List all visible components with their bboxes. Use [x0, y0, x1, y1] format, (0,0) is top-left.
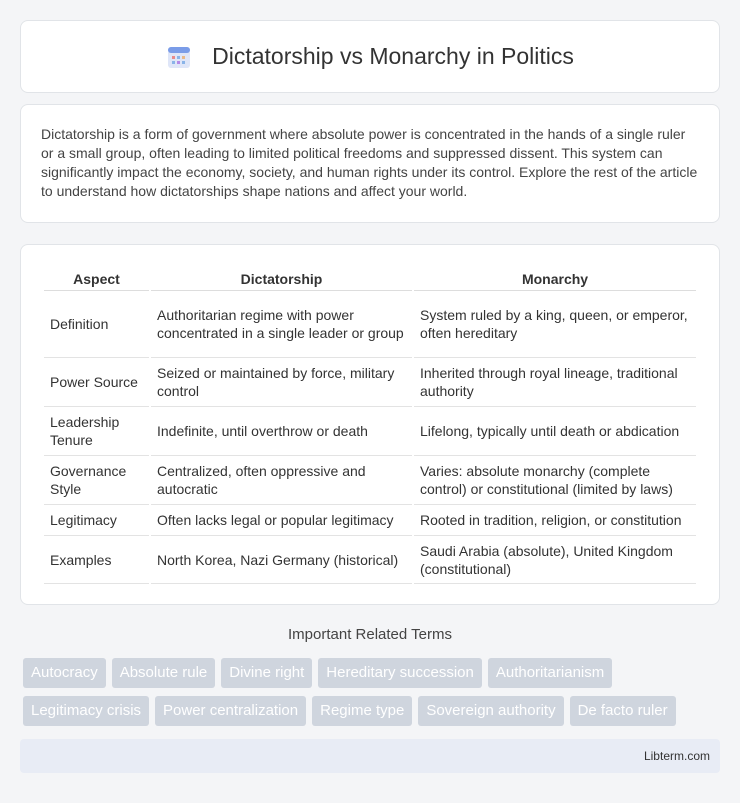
dictatorship-cell: North Korea, Nazi Germany (historical) [151, 536, 412, 584]
term-tag[interactable]: Regime type [312, 696, 412, 726]
comparison-table [42, 267, 698, 584]
dictatorship-cell: Seized or maintained by force, military control [151, 358, 412, 407]
title-card [20, 20, 720, 93]
table-row [44, 358, 696, 407]
footer [20, 739, 720, 773]
aspect-cell: Examples [44, 536, 149, 584]
aspect-cell: Definition [44, 291, 149, 358]
monarchy-cell: Varies: absolute monarchy (complete control) or constitutional (limited by laws) [414, 456, 696, 505]
intro-card [20, 104, 720, 223]
monarchy-cell: Lifelong, typically until death or abdication [414, 407, 696, 456]
tag-row [23, 696, 723, 726]
term-tag[interactable]: De facto ruler [570, 696, 676, 726]
monarchy-cell: Inherited through royal lineage, traditional authority [414, 358, 696, 407]
dictatorship-cell: Indefinite, until overthrow or death [151, 407, 412, 456]
related-terms [23, 658, 723, 734]
aspect-cell: Legitimacy [44, 505, 149, 536]
monarchy-cell: System ruled by a king, queen, or emperor, often hereditary [414, 291, 696, 358]
dictatorship-cell: Centralized, often oppressive and autocratic [151, 456, 412, 505]
term-tag[interactable]: Autocracy [23, 658, 106, 688]
monarchy-cell: Rooted in tradition, religion, or constitution [414, 505, 696, 536]
comparison-card [20, 244, 720, 605]
header-aspect: Aspect [44, 267, 149, 291]
aspect-cell: Governance Style [44, 456, 149, 505]
term-tag[interactable]: Power centralization [155, 696, 306, 726]
term-tag[interactable]: Divine right [221, 658, 312, 688]
header-monarchy: Monarchy [414, 267, 696, 291]
document-list-icon [166, 44, 192, 70]
dictatorship-cell: Authoritarian regime with power concentrated in a single leader or group [151, 291, 412, 358]
related-terms-title: Important Related Terms [288, 626, 452, 643]
tag-row [23, 658, 723, 688]
table-row [44, 536, 696, 584]
aspect-cell: Leadership Tenure [44, 407, 149, 456]
table-row [44, 505, 696, 536]
dictatorship-cell: Often lacks legal or popular legitimacy [151, 505, 412, 536]
table-row [44, 291, 696, 358]
intro-paragraph: Dictatorship is a form of government where absolute power is concentrated in the hands of a single ruler or a small group, often leading to limited political freedoms and suppressed dissent. This system can significantly impact the economy, society, and human rights under its control. Explore the rest of the article to understand how dictatorships shape nations and affect your world. [41, 126, 698, 199]
term-tag[interactable]: Sovereign authority [418, 696, 563, 726]
footer-site-link[interactable]: Libterm.com [643, 749, 710, 763]
table-row [44, 407, 696, 456]
table-row [44, 456, 696, 505]
header-dictatorship: Dictatorship [151, 267, 412, 291]
page-title: Dictatorship vs Monarchy in Politics [212, 43, 574, 69]
term-tag[interactable]: Authoritarianism [488, 658, 612, 688]
term-tag[interactable]: Absolute rule [112, 658, 216, 688]
monarchy-cell: Saudi Arabia (absolute), United Kingdom (constitutional) [414, 536, 696, 584]
aspect-cell: Power Source [44, 358, 149, 407]
term-tag[interactable]: Hereditary succession [318, 658, 482, 688]
term-tag[interactable]: Legitimacy crisis [23, 696, 149, 726]
